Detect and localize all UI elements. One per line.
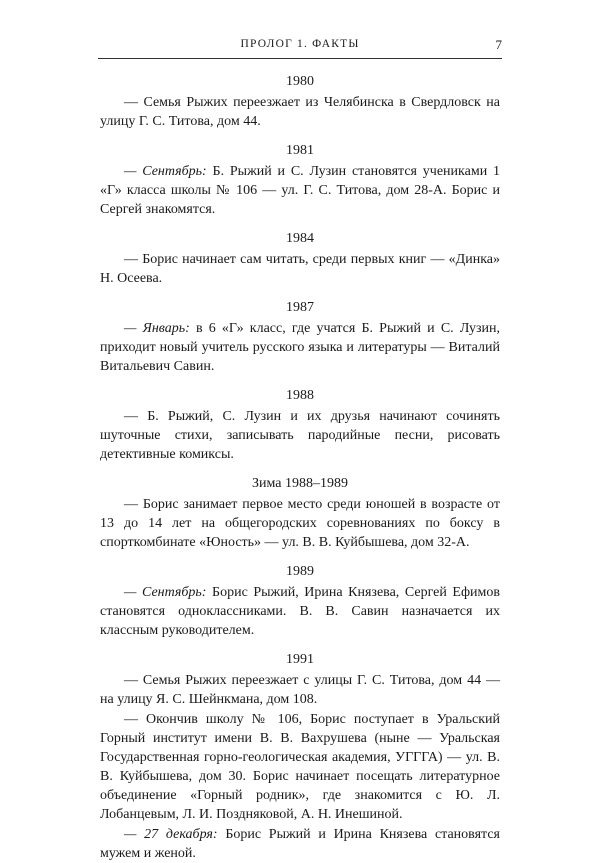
year-heading: 1984 bbox=[286, 231, 314, 246]
entry-text: Б. Рыжий и С. Лузин становятся учениками 1 «Г» класса школы № 106 — ул. Г. С. Титова, дом 28-А. Борис и Сергей знакомятся. bbox=[100, 164, 500, 217]
chronology-entry bbox=[100, 93, 500, 131]
chronology-entry bbox=[100, 319, 500, 376]
page-number: 7 bbox=[495, 37, 502, 52]
year-heading: 1991 bbox=[286, 652, 314, 667]
year-heading: 1989 bbox=[286, 564, 314, 579]
entry-text: — Борис занимает первое место среди юношей в возрасте от 13 до 14 лет на общегородских соревнованиях по боксу в спорткомбинате «Юность» — ул. В. В. Куйбышева, дом 32-А. bbox=[100, 497, 500, 550]
chronology-entry bbox=[100, 407, 500, 464]
chapter-title: ПРОЛОГ 1. ФАКТЫ bbox=[240, 38, 360, 50]
date-lead: — 27 декабря: bbox=[124, 827, 218, 842]
date-lead: — Январь: bbox=[124, 321, 190, 336]
chronology-entry bbox=[100, 671, 500, 709]
entry-text: Борис Рыжий, Ирина Князева, Сергей Ефимов становятся одноклассниками. В. В. Савин назначается их классным руководителем. bbox=[100, 585, 501, 638]
entry-text: — Б. Рыжий, С. Лузин и их друзья начинают сочинять шуточные стихи, записывать пародийные песни, рисовать детективные комиксы. bbox=[100, 409, 500, 462]
chronology-text bbox=[100, 72, 500, 863]
entry-text: в 6 «Г» класс, где учатся Б. Рыжий и С. Лузин, приходит новый учитель русского языка и литературы — Виталий Витальевич Савин. bbox=[100, 321, 500, 374]
entry-text: — Семья Рыжих переезжает из Челябинска в Свердловск на улицу Г. С. Титова, дом 44. bbox=[100, 95, 500, 129]
date-lead: — Сентябрь: bbox=[124, 585, 207, 600]
chronology-entry bbox=[100, 825, 500, 863]
entry-text: Борис Рыжий и Ирина Князева становятся мужем и женой. bbox=[100, 827, 500, 861]
chronology-entry bbox=[100, 710, 500, 824]
chronology-entry bbox=[100, 162, 500, 219]
chronology-entry bbox=[100, 495, 500, 552]
date-lead: — Сентябрь: bbox=[124, 164, 207, 179]
year-heading: 1980 bbox=[286, 74, 314, 89]
entry-text: — Борис начинает сам читать, среди первых книг — «Динка» Н. Осеева. bbox=[100, 252, 500, 286]
chronology-entry bbox=[100, 583, 500, 640]
chronology-entry bbox=[100, 250, 500, 288]
year-heading: 1981 bbox=[286, 143, 314, 158]
year-heading: 1988 bbox=[286, 388, 314, 403]
entry-text: — Семья Рыжих переезжает с улицы Г. С. Титова, дом 44 — на улицу Я. С. Шейнкмана, дом 108. bbox=[100, 673, 500, 707]
year-heading: Зима 1988–1989 bbox=[252, 476, 348, 491]
running-header bbox=[98, 36, 502, 59]
year-heading: 1987 bbox=[286, 300, 314, 315]
entry-text: — Окончив школу № 106, Борис поступает в Уральский Горный институт имени В. В. Вахрушева (ныне — Уральская Государственная горно-геологическая академия, УГГГА) — ул. В. В. Куйбышева, дом 30. Борис начинает посещать литературное объединение «Горный родник», где знакомится с Ю. Л. Лобанцевым, Л. И. Поздняковой, А. Н. Инешиной. bbox=[100, 712, 500, 822]
